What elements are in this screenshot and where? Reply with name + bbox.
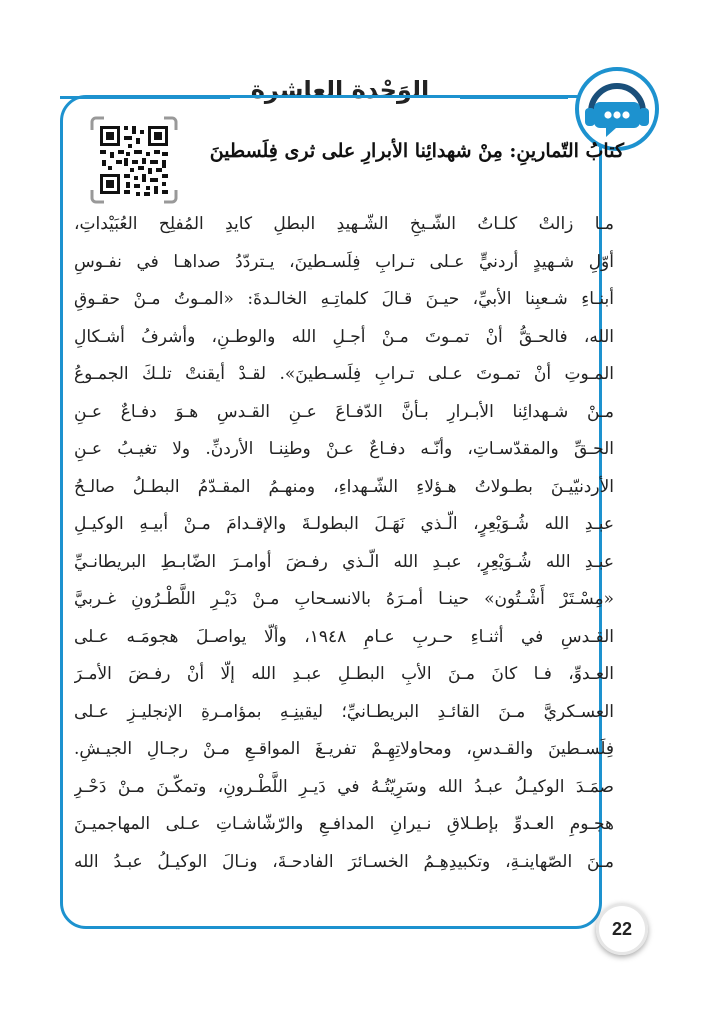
passage (74, 206, 614, 918)
passage-line: «مِسْـتَرْ أَشْـتُون» حينـا أمـرَهُ بالانسـحابِ مـنْ دَيْـرِ اللَّطْـرُونِ غـربيَّ (74, 589, 614, 609)
passage-line: صمَـدَ الوكيـلُ عبـدُ الله وسَرِيّتُـهُ في دَيـرِ اللَّطْـرونِ، وتمكّـنَ مـنْ دَحْـرِ (74, 776, 614, 797)
passage-line: أوّلِ شـهيدٍ أردنيٍّ عـلى تـرابِ فِلَسـطينَ، يـتردّدُ صداهـا في نفـوسِ (74, 251, 614, 272)
passage-line: فِلَسـطينَ والقـدسِ، ومحاولاتِهِـمْ تفريـغَ المواقـعِ مـنْ رجـالِ الجيـشِ. (74, 739, 614, 759)
unit-title: الوَحْدة العاشرة (250, 76, 430, 104)
passage-line: العسـكريَّ مـنَ القائـدِ البريطـانيِّ؛ ليقينِـهِ بمؤامـرةِ الإنجليـزِ عـلى (74, 701, 614, 722)
page-number: 22 (596, 903, 648, 955)
passage-line: المـوتِ أنْ تمـوتَ عـلى تـرابِ فِلَسـطينَ». لقـدْ أيقنتْ تلـكَ الجمـوعُ (74, 364, 614, 384)
passage-line: هجـومِ العـدوِّ بإطـلاقِ نـيرانِ المدافـعِ والرّشّاشـاتِ عـلى المهاجميـنَ (74, 814, 614, 834)
passage-line: الحـقِّ والمقدّسـاتِ، وأنّـه دفـاعٌ عـنْ وطنِنـا الأردنِّ. ولا تغيـبُ عـنِ (74, 439, 614, 459)
exercise-title: كتابُ التّمارينِ: مِنْ شهدائِنا الأبرارِ على ثرى فِلَسطينَ (209, 140, 624, 162)
passage-line: القـدسِ في أثنـاءِ حـربِ عـامِ ١٩٤٨، وألّا يواصـلَ هجومَـه عـلى (74, 626, 614, 647)
passage-line: عبـدِ الله شُـوَيْعِرٍ، عبـدِ الله الّـذي رفـضَ أوامـرَ الضّابـطِ البريطانـيِّ (74, 551, 614, 572)
passage-line: مـنَ الصّهاينـةِ، وتكبيدِهِـمُ الخسـائرَ الفادحـةَ، ونـالَ الوكيـلُ عبـدُ الله (74, 851, 614, 872)
passage-line: مـنْ شـهدائِنا الأبـرارِ بـأنَّ الدّفـاعَ عـنِ القـدسِ هـوَ دفـاعٌ عـنِ (74, 401, 614, 422)
passage-line: الله، فالحـقُّ أنْ تمـوتَ مـنْ أجـلِ الله والوطـنِ، وأشرفُ أشـكالِ (74, 326, 614, 347)
passage-line: مـا زالتْ كلـاتُ الشّـيخِ الشّـهيدِ البطلِ كايدِ المُفلِح العُبَيْداتِ، (74, 214, 614, 234)
passage-line: أبنـاءِ شـعبِنا الأبيِّ، حيـنَ قـالَ كلماتِـهِ الخالـدةَ: «المـوتُ مـنْ حقـوقِ (74, 289, 614, 309)
passage-line: عبـدِ الله شُـوَيْعِرٍ، الّـذي نَهَـلَ البطولـةَ والإقـدامَ مـنْ أبيـهِ الوكيـلِ (74, 514, 614, 534)
passage-line: العـدوِّ، فـا كانَ مـنَ الأبِ البطـلِ عبـدِ الله إلّا أنْ رفـضَ الأمـرَ (74, 664, 614, 684)
passage-line: الأردنيّيـنَ بطـولاتُ هـؤلاءِ الشّـهداءِ، ومنهـمُ المقـدّمُ البطـلُ صالـحُ (74, 476, 614, 497)
qr-code-icon[interactable] (90, 116, 178, 204)
